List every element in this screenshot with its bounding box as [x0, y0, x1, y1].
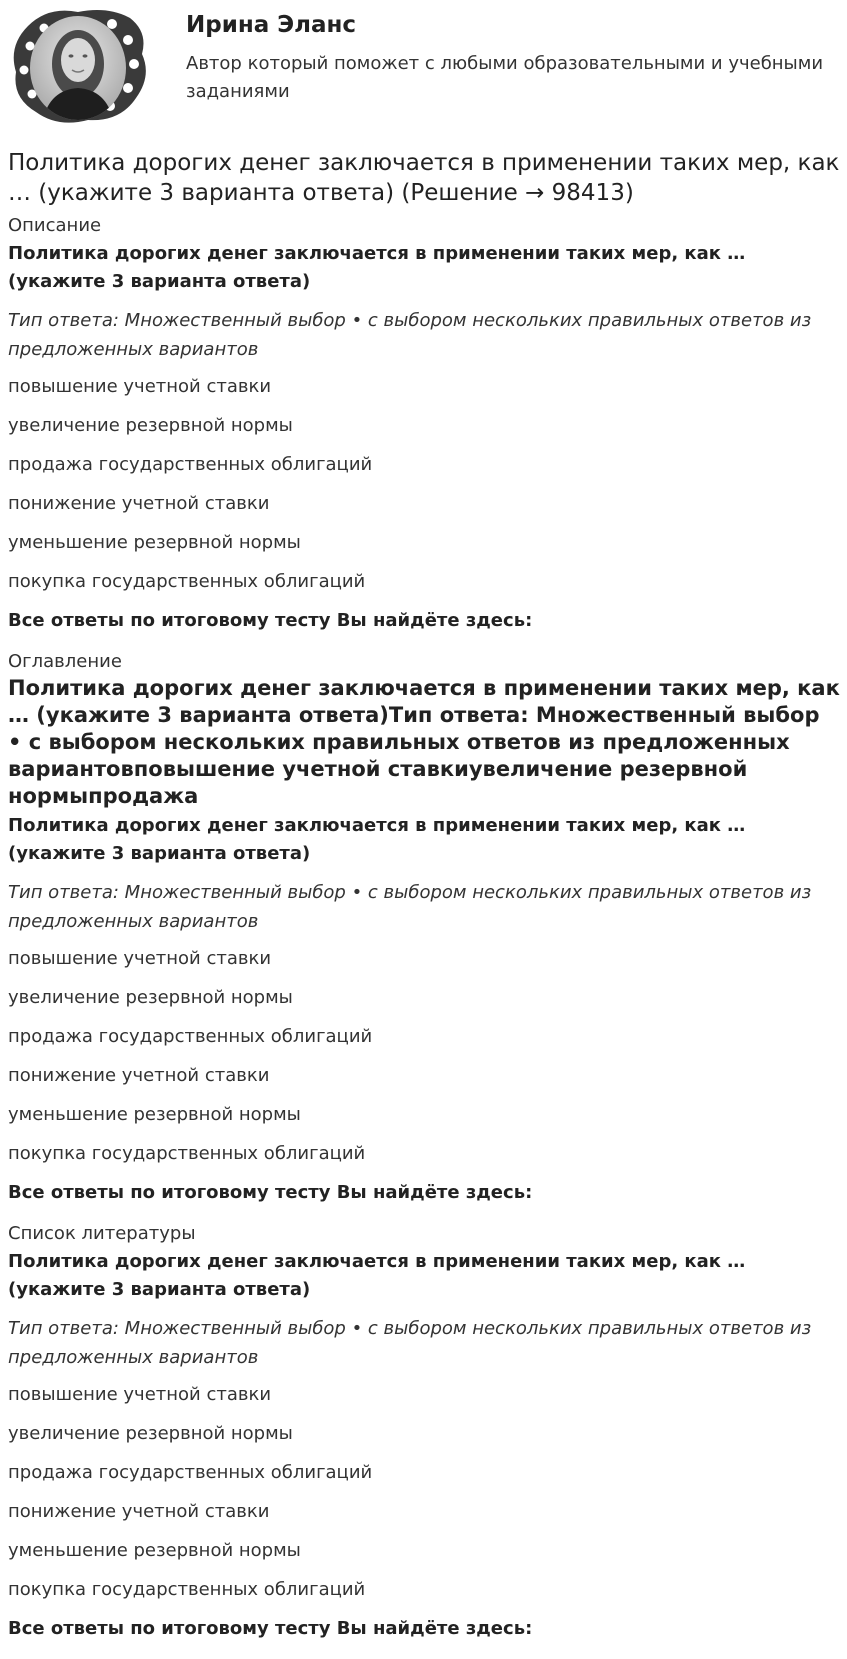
- references-section: [8, 1222, 840, 1641]
- option-item: продажа государственных облигаций: [8, 1026, 373, 1047]
- option-item: повышение учетной ставки: [8, 376, 272, 397]
- section-label-description: Описание: [8, 215, 102, 236]
- answer-type: Тип ответа: Множественный выбор • с выбором нескольких правильных ответов из предложенных вариантов: [8, 882, 812, 932]
- option-item: покупка государственных облигаций: [8, 1143, 366, 1164]
- option-item: увеличение резервной нормы: [8, 987, 293, 1008]
- answers-link[interactable]: Все ответы по итоговому тесту Вы найдёте здесь:: [8, 610, 533, 631]
- options-list: [8, 375, 840, 594]
- option-item: покупка государственных облигаций: [8, 571, 366, 592]
- author-avatar[interactable]: [8, 6, 152, 126]
- option-item: повышение учетной ставки: [8, 948, 272, 969]
- question-text: Политика дорогих денег заключается в применении таких мер, как … (укажите 3 варианта ответа): [8, 243, 746, 292]
- option-item: понижение учетной ставки: [8, 1065, 270, 1086]
- options-list: [8, 1383, 840, 1602]
- option-item: понижение учетной ставки: [8, 1501, 270, 1522]
- option-item: уменьшение резервной нормы: [8, 1104, 301, 1125]
- author-description: Автор который поможет с любыми образовательными и учебными заданиями: [186, 53, 824, 102]
- toc-heading: Политика дорогих денег заключается в применении таких мер, как … (укажите 3 варианта ответа)Тип ответа: Множественный выбор • с выбором нескольких правильных ответов из предложенных вариантовповышение учетной ставкиувеличение резервной нормыпродажа: [8, 676, 840, 808]
- option-item: уменьшение резервной нормы: [8, 532, 301, 553]
- answers-link[interactable]: Все ответы по итоговому тесту Вы найдёте здесь:: [8, 1618, 533, 1639]
- option-item: увеличение резервной нормы: [8, 415, 293, 436]
- answer-type: Тип ответа: Множественный выбор • с выбором нескольких правильных ответов из предложенных вариантов: [8, 1318, 812, 1368]
- option-item: понижение учетной ставки: [8, 493, 270, 514]
- section-label-references: Список литературы: [8, 1223, 196, 1244]
- page-title: Политика дорогих денег заключается в применении таких мер, как … (укажите 3 варианта ответа) (Решение → 98413): [8, 150, 840, 206]
- section-label-toc: Оглавление: [8, 651, 122, 672]
- author-name[interactable]: Ирина Эланс: [186, 12, 357, 38]
- option-item: продажа государственных облигаций: [8, 454, 373, 475]
- toc-section: [8, 650, 840, 1205]
- question-text: Политика дорогих денег заключается в применении таких мер, как … (укажите 3 варианта ответа): [8, 815, 746, 864]
- question-text: Политика дорогих денег заключается в применении таких мер, как … (укажите 3 варианта ответа): [8, 1251, 746, 1300]
- options-list: [8, 947, 840, 1166]
- author-card: [0, 0, 847, 128]
- option-item: продажа государственных облигаций: [8, 1462, 373, 1483]
- option-item: уменьшение резервной нормы: [8, 1540, 301, 1561]
- answers-link[interactable]: Все ответы по итоговому тесту Вы найдёте здесь:: [8, 1182, 533, 1203]
- answer-type: Тип ответа: Множественный выбор • с выбором нескольких правильных ответов из предложенных вариантов: [8, 310, 812, 360]
- option-item: увеличение резервной нормы: [8, 1423, 293, 1444]
- option-item: повышение учетной ставки: [8, 1384, 272, 1405]
- option-item: покупка государственных облигаций: [8, 1579, 366, 1600]
- article: [8, 148, 840, 1641]
- description-section: [8, 214, 840, 633]
